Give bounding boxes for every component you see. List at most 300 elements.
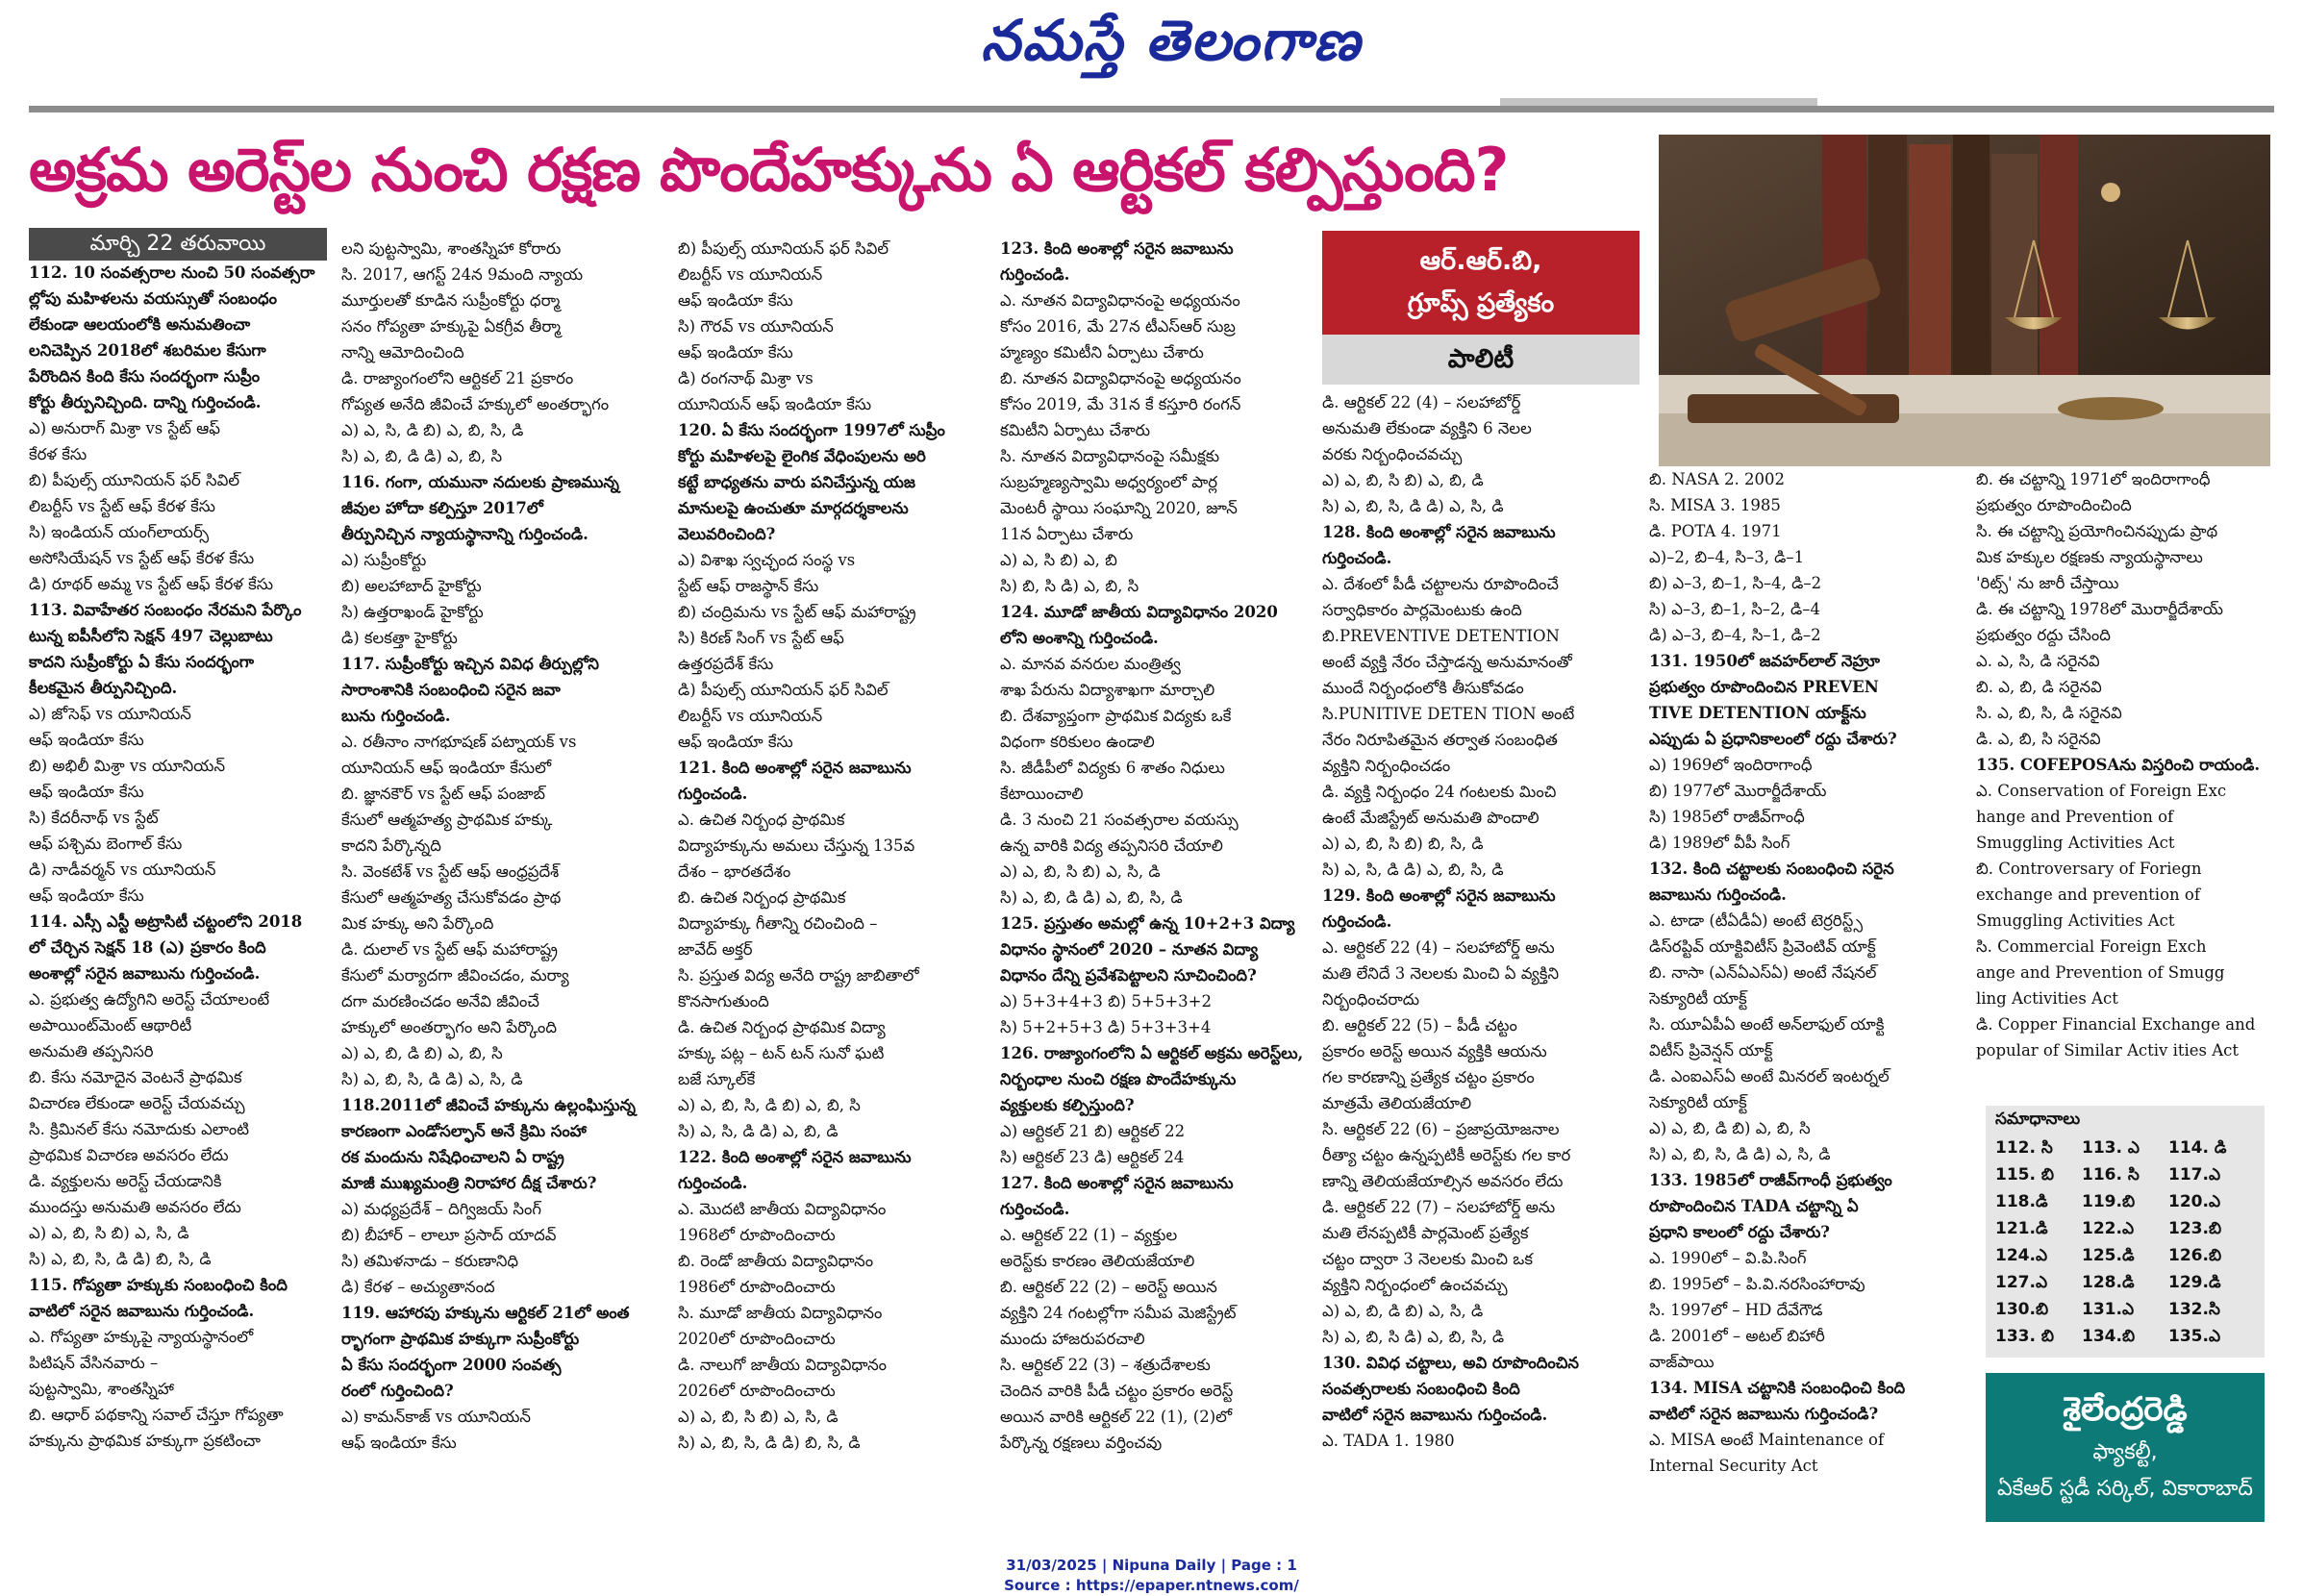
option-line: కమిటీని ఏర్పాటు చేశారు bbox=[1000, 421, 1151, 439]
question-line: గుర్తించండి. bbox=[1000, 265, 1070, 284]
answer-item: 132.సి bbox=[2168, 1300, 2220, 1319]
option-line: ఎ) 5+3+4+3 బి) 5+5+3+2 bbox=[1000, 992, 1212, 1010]
option-line: ఎ. ఉచిత నిర్బంధ ప్రాథమిక bbox=[678, 810, 845, 829]
question-line: 131. 1950లో జవహర్‌లాల్ నెహ్రూ bbox=[1649, 652, 1880, 670]
question-line: గుర్తించండి. bbox=[1000, 1200, 1070, 1218]
option-line: సి) బి, సి డి) ఎ, బి, సి bbox=[1000, 577, 1139, 595]
question-line: జీవుల హోదా కల్పిస్తూ 2017లో bbox=[341, 499, 543, 517]
masthead bbox=[0, 0, 2303, 115]
option-line: బి. ఆర్టికల్ 22 (5) – పీడీ చట్టం bbox=[1322, 1016, 1517, 1035]
option-line: ఎ) ఎ, బి, డి బి) ఎ, బి, సి bbox=[341, 1044, 503, 1062]
option-line: సి) ఆర్టికల్ 23 డి) ఆర్టికల్ 24 bbox=[1000, 1148, 1185, 1166]
option-line: డి) 1989లో వీపీ సింగ్ bbox=[1649, 834, 1790, 852]
author-role: ఫ్యాకల్టీ, bbox=[2092, 1440, 2158, 1464]
option-line: డి) నాడీవర్మన్ vs యూనియన్ bbox=[29, 860, 216, 879]
option-line: ప్రభుత్వం రూపొందించింది bbox=[1976, 496, 2132, 514]
question-line: నిర్బంధాల నుంచి రక్షణ పొందేహక్కును bbox=[1000, 1070, 1237, 1088]
question-line: ఎప్పుడు ఏ ప్రధానికాలంలో రద్దు చేశారు? bbox=[1649, 730, 1897, 748]
option-line: నేరం నిరూపితమైన తర్వాత సంబంధిత bbox=[1322, 731, 1558, 749]
question-line: 128. కింది అంశాల్లో సరైన జవాబును bbox=[1322, 523, 1556, 541]
option-line: బి. ఉచిత నిర్బంధ ప్రాథమిక bbox=[678, 888, 846, 907]
question-line: 126. రాజ్యాంగంలోని ఏ ఆర్టికల్ అక్రమ అరెస్ట్‌లు, bbox=[1000, 1044, 1304, 1062]
question-line: 117. సుప్రీంకోర్టు ఇచ్చిన వివిధ తీర్పుల్లోని bbox=[341, 655, 599, 673]
option-line: విచారణ లేకుండా అరెస్ట్ చేయవచ్చు bbox=[29, 1094, 245, 1112]
question-line: వాటిలో సరైన జవాబును గుర్తించండి? bbox=[1649, 1405, 1879, 1423]
option-line: ఆఫ్ పశ్చిమ బెంగాల్ కేసు bbox=[29, 835, 183, 853]
option-line: సి) 5+2+5+3 డి) 5+3+3+4 bbox=[1000, 1018, 1212, 1036]
option-line: డి. దులాల్ vs స్టేట్ ఆఫ్ మహారాష్ట్ర bbox=[341, 940, 558, 959]
option-line: సి) ఎ, బి, డి డి) ఎ, బి, సి bbox=[341, 447, 503, 465]
option-line: శాఖ పేరును విద్యాశాఖగా మార్చాలి bbox=[1000, 681, 1215, 699]
option-line: ఎ) ఎ, బి, డి బి) ఎ, సి, డి bbox=[1322, 1302, 1484, 1320]
option-line: సి. ఆర్టికల్ 22 (6) – ప్రజాప్రయోజనాల bbox=[1322, 1120, 1560, 1138]
option-line: సి. మూడో జాతీయ విద్యావిధానం bbox=[678, 1304, 883, 1322]
answer-item: 129.డి bbox=[2168, 1273, 2221, 1292]
option-line: ఎ) కామన్‌కాజ్ vs యూనియన్ bbox=[341, 1408, 532, 1426]
option-line: యూనియన్ ఆఫ్ ఇండియా కేసు bbox=[678, 395, 872, 413]
option-line: సుబ్రహ్మణ్యస్వామి అధ్వర్యంలో పార్ల bbox=[1000, 473, 1218, 491]
option-line: స్టేట్ ఆఫ్ రాజస్థాన్ కేసు bbox=[678, 577, 819, 595]
option-line: వ్యక్తిని నిర్బంధించడం bbox=[1322, 757, 1451, 775]
question-line: మాజీ ముఖ్యమంత్రి నిరాహార దీక్ష చేశారు? bbox=[341, 1174, 597, 1192]
option-line: అరెస్ట్‌కు కారణం తెలియజేయాలి bbox=[1000, 1252, 1195, 1270]
option-line: Smuggling Activities Act bbox=[1976, 834, 2175, 852]
option-line: ముందే నిర్బంధంలోకి తీసుకోవడం bbox=[1322, 679, 1524, 697]
option-line: ఎ. రతీనాం నాగభూషణ్ పట్నాయక్ vs bbox=[341, 733, 577, 751]
option-line: ఎ) సుప్రీంకోర్టు bbox=[341, 551, 427, 569]
answer-item: 126.బి bbox=[2168, 1246, 2222, 1265]
option-line: డి) కలకత్తా హైకోర్టు bbox=[341, 629, 458, 647]
option-line: లిబర్టీస్ vs యూనియన్ bbox=[678, 707, 823, 725]
option-line: బి.PREVENTIVE DETENTION bbox=[1322, 627, 1560, 645]
page-footer bbox=[0, 1556, 2303, 1596]
option-line: ఆఫ్ ఇండియా కేసు bbox=[678, 291, 793, 310]
option-line: ఎ. ఆర్టికల్ 22 (4) – సలహాబోర్డ్ అను bbox=[1322, 938, 1555, 957]
option-line: డి. 3 నుంచి 21 సంవత్సరాల వయస్సు bbox=[1000, 810, 1239, 829]
option-line: గల కారణాన్ని ప్రత్యేక చట్టం ప్రకారం bbox=[1322, 1068, 1535, 1086]
option-line: కేటాయించాలి bbox=[1000, 785, 1084, 803]
option-line: ప్రకారం అరెస్ట్ అయిన వ్యక్తికి ఆయను bbox=[1322, 1042, 1547, 1060]
answer-item: 135.ఎ bbox=[2168, 1327, 2221, 1346]
option-line: దేశం – భారతదేశం bbox=[678, 862, 791, 881]
question-line: కారణంగా ఎండోసల్ఫాన్ అనే క్రిమి సంహా bbox=[341, 1122, 587, 1140]
text-column-7 bbox=[1976, 466, 2274, 1063]
option-line: డి. 2001లో – అటల్ బిహారీ bbox=[1649, 1327, 1825, 1345]
option-line: హక్కును ప్రాథమిక హక్కుగా ప్రకటించా bbox=[29, 1432, 262, 1450]
option-line: విటీస్ ప్రివెన్షన్ యాక్ట్ bbox=[1649, 1041, 1773, 1060]
option-line: ఎ. ప్రభుత్వ ఉద్యోగిని అరెస్ట్ చేయాలంటే bbox=[29, 990, 270, 1009]
option-line: సి. MISA 3. 1985 bbox=[1649, 496, 1781, 514]
option-line: hange and Prevention of bbox=[1976, 808, 2174, 826]
gavel-scales-photo bbox=[1659, 135, 2270, 466]
option-line: ఆఫ్ ఇండియా కేసు bbox=[29, 886, 144, 905]
option-line: సి. నూతన విద్యావిధానంపై సమీక్షకు bbox=[1000, 447, 1220, 465]
option-line: సి) ఎ, బి, సి, డి డి) బి, సి, డి bbox=[29, 1250, 212, 1268]
question-line: సంవత్సరాలకు సంబంధించి కింది bbox=[1322, 1380, 1520, 1398]
question-line: లనిచెప్పిన 2018లో శబరిమల కేసుగా bbox=[29, 341, 266, 360]
option-line: డి) ఎ–3, బి–4, సి–1, డి–2 bbox=[1649, 626, 1821, 644]
option-line: కేసులో మర్యాదగా జీవించడం, మర్యా bbox=[341, 966, 569, 985]
option-line: ప్రాథమిక విచారణ అవసరం లేదు bbox=[29, 1146, 229, 1164]
option-line: వ్యక్తిని 24 గంటల్లోగా సమీప మెజిస్ట్రేట్ bbox=[1000, 1304, 1237, 1322]
answer-item: 134.బి bbox=[2082, 1327, 2136, 1346]
answer-item: 115. బి bbox=[1995, 1165, 2054, 1185]
option-line: ఎ) ఆర్టికల్ 21 బి) ఆర్టికల్ 22 bbox=[1000, 1122, 1186, 1140]
option-line: అసోసియేషన్ vs స్టేట్ ఆఫ్ కేరళ కేసు bbox=[29, 549, 255, 567]
question-line: లో చేర్చిన సెక్షన్ 18 (ఎ) ప్రకారం కింది bbox=[29, 938, 266, 957]
question-line: ప్రధాని కాలంలో రద్దు చేశారు? bbox=[1649, 1223, 1830, 1241]
option-line: కొనసాగుతుంది bbox=[678, 992, 769, 1010]
option-line: ఎ) ఎ, బి, సి బి) ఎ, సి, డి bbox=[1000, 862, 1161, 881]
option-line: ling Activities Act bbox=[1976, 989, 2118, 1008]
option-line: లని పుట్టస్వామి, శాంతస్నిహా కోరారు bbox=[341, 239, 562, 258]
subject-label: పాలిటీ bbox=[1322, 335, 1640, 385]
option-line: ఎ) మధ్యప్రదేశ్ – దిగ్విజయ్ సింగ్ bbox=[341, 1200, 541, 1218]
option-line: డి. వ్యక్తులను అరెస్ట్ చేయడానికి bbox=[29, 1172, 222, 1190]
option-line: అయిన వారికి ఆర్టికల్ 22 (1), (2)లో bbox=[1000, 1408, 1233, 1426]
option-line: డి) రంగనాథ్ మిశ్రా vs bbox=[678, 369, 814, 387]
option-line: మతి లేనిదే 3 నెలలకు మించి ఏ వ్యక్తిని bbox=[1322, 964, 1560, 983]
option-line: సి. క్రిమినల్ కేసు నమోదుకు ఎలాంటి bbox=[29, 1120, 250, 1138]
option-line: డి. ఎంఐఎస్ఏ అంటే మినరల్ ఇంటర్నల్ bbox=[1649, 1067, 1890, 1085]
option-line: అంటే వ్యక్తి నేరం చేస్తాడన్న అనుమానంతో bbox=[1322, 653, 1572, 671]
question-line: పేరొందిన కింది కేసు సందర్భంగా సుప్రీం bbox=[29, 367, 261, 386]
option-line: ఎ. Conservation of Foreign Exc bbox=[1976, 782, 2227, 800]
question-line: 123. కింది అంశాల్లో సరైన జవాబును bbox=[1000, 239, 1234, 258]
rrb-groups-banner bbox=[1322, 231, 1640, 335]
option-line: సి) ఎ, బి, డి డి) ఎ, బి, సి, డి bbox=[1000, 888, 1183, 907]
question-line: జవాబును గుర్తించండి. bbox=[1649, 885, 1787, 904]
text-column-6 bbox=[1649, 466, 1966, 1479]
option-line: బి) పీపుల్స్ యూనియన్ ఫర్ సివిల్ bbox=[678, 239, 889, 258]
answer-item: 119.బి bbox=[2082, 1192, 2136, 1211]
question-line: వ్యక్తులకు కల్పిస్తుంది? bbox=[1000, 1096, 1135, 1114]
option-line: డిస్‌రప్టివ్ యాక్టివిటీస్ ప్రివెంటివ్ యాక్ట్ bbox=[1649, 937, 1876, 956]
option-line: ఎ. మొదటి జాతీయ విద్యావిధానం bbox=[678, 1200, 887, 1218]
option-line: డి. వ్యక్తి నిర్బంధం 24 గంటలకు మించి bbox=[1322, 783, 1557, 801]
question-line: వాటిలో సరైన జవాబును గుర్తించండి. bbox=[1322, 1406, 1548, 1424]
option-line: మూర్తులతో కూడిన సుప్రీంకోర్టు ధర్మా bbox=[341, 291, 561, 310]
newspaper-logo: నమస్తే తెలంగాణ bbox=[981, 8, 1362, 73]
option-line: ఎ) ఎ, బి, సి బి) ఎ, బి, డి bbox=[1322, 471, 1484, 489]
option-line: సి. ప్రస్తుత విద్య అనేది రాష్ట్ర జాబితాలో bbox=[678, 966, 919, 985]
question-line: మానులపై ఉంచుతూ మార్గదర్శకాలను bbox=[678, 499, 909, 517]
option-line: ఎ. MISA అంటే Maintenance of bbox=[1649, 1431, 1885, 1449]
footer-date-line: 31/03/2025 | Nipuna Daily | Page : 1 bbox=[1006, 1557, 1297, 1574]
option-line: కాదని పేర్కొన్నది bbox=[341, 836, 441, 855]
question-line: బును గుర్తించండి. bbox=[341, 707, 451, 725]
option-line: బి) అలహాబాద్ హైకోర్టు bbox=[341, 577, 482, 595]
question-line: విధానం స్థానంలో 2020 – నూతన విద్యా bbox=[1000, 940, 1259, 959]
question-line: సారాంశానికి సంబంధించి సరైన జవా bbox=[341, 681, 561, 699]
option-line: సి) ఎ, బి, సి, డి డి) ఎ, సి, డి bbox=[341, 1070, 523, 1088]
answer-item: 127.ఎ bbox=[1995, 1273, 2048, 1292]
option-line: ఆఫ్ ఇండియా కేసు bbox=[29, 731, 144, 749]
option-line: అనుమతి లేకుండా వ్యక్తిని 6 నెలల bbox=[1322, 419, 1532, 437]
option-line: ఎ) ఎ, బి, డి బి) ఎ, బి, సి bbox=[1649, 1119, 1811, 1137]
option-line: కేరళ కేసు bbox=[29, 445, 88, 463]
option-line: డి) కేరళ – అచ్యుతానంద bbox=[341, 1278, 495, 1296]
answer-item: 131.ఎ bbox=[2082, 1300, 2135, 1319]
option-line: బి. ఆర్టికల్ 22 (2) – అరెస్ట్ అయిన bbox=[1000, 1278, 1217, 1296]
answer-item: 118.డి bbox=[1995, 1192, 2048, 1211]
option-line: ముందు హాజరుపరచాలి bbox=[1000, 1330, 1145, 1348]
question-line: లోని అంశాన్ని గుర్తించండి. bbox=[1000, 629, 1159, 647]
option-line: సి) ఎ–3, బి–1, సి–2, డి–4 bbox=[1649, 600, 1820, 618]
option-line: బి. ఈ చట్టాన్ని 1971లో ఇందిరాగాంధీ bbox=[1976, 470, 2211, 488]
answer-item: 130.బి bbox=[1995, 1300, 2049, 1319]
question-line: 112. 10 సంవత్సరాల నుంచి 50 సంవత్సరా bbox=[29, 263, 315, 282]
option-line: విధంగా కరికులం ఉండాలి bbox=[1000, 733, 1155, 751]
option-line: సెక్యూరిటీ యాక్ట్ bbox=[1649, 989, 1747, 1008]
option-line: సనం గోప్యతా హక్కుపై ఏకగ్రీవ తీర్మా bbox=[341, 317, 561, 336]
question-line: 124. మూడో జాతీయ విద్యావిధానం 2020 bbox=[1000, 603, 1278, 621]
option-line: ఉన్న వారికి విద్య తప్పనిసరి చేయాలి bbox=[1000, 836, 1223, 855]
option-line: దగా మరణించడం అనేవి జీవించే bbox=[341, 992, 539, 1010]
answer-item: 116. సి bbox=[2082, 1165, 2140, 1185]
option-line: సి. 2017, ఆగస్ట్ 24న 9మంది న్యాయ bbox=[341, 265, 584, 284]
answer-item: 133. బి bbox=[1995, 1327, 2054, 1346]
option-line: exchange and prevention of bbox=[1976, 885, 2200, 904]
option-line: సి) గౌరవ్ vs యూనియన్ bbox=[678, 317, 834, 336]
question-line: TIVE DETENTION యాక్ట్‌ను bbox=[1649, 704, 1866, 722]
option-line: రీత్యా చట్టం ఉన్నప్పటికీ అరెస్ట్‌కు గల కార bbox=[1322, 1146, 1571, 1164]
option-line: ణాన్ని తెలియజేయాల్సిన అవసరం లేదు bbox=[1322, 1172, 1564, 1190]
text-column-5 bbox=[1322, 389, 1640, 1454]
option-line: డి) రూథర్ అమ్మ vs స్టేట్ ఆఫ్ కేరళ కేసు bbox=[29, 575, 274, 593]
option-line: సి) ఎ, బి, సి, డి డి) ఎ, సి, డి bbox=[1649, 1145, 1831, 1163]
option-line: ఆఫ్ ఇండియా కేసు bbox=[341, 1434, 457, 1452]
option-line: బి) చంద్రిమను vs స్టేట్ ఆఫ్ మహారాష్ట్ర bbox=[678, 603, 916, 621]
option-line: సి) ఎ, బి, సి డి) ఎ, బి, సి, డి bbox=[1322, 1328, 1505, 1346]
option-line: ఎ. దేశంలో పీడీ చట్టాలను రూపొందించే bbox=[1322, 575, 1559, 593]
option-line: సి. ఈ చట్టాన్ని ప్రయోగించినప్పుడు ప్రాథ bbox=[1976, 522, 2218, 540]
question-line: కట్టే బాధ్యతను వారు పనిచేస్తున్న యజ bbox=[678, 473, 915, 491]
option-line: పుట్టస్వామి, శాంతస్నిహా bbox=[29, 1380, 174, 1398]
author-box bbox=[1986, 1373, 2265, 1522]
option-line: బి. Controversary of Foriegn bbox=[1976, 860, 2202, 878]
answer-item: 117.ఎ bbox=[2168, 1165, 2221, 1185]
question-line: 121. కింది అంశాల్లో సరైన జవాబును bbox=[678, 759, 912, 777]
option-line: సి) తమిళనాడు – కరుణానిధి bbox=[341, 1252, 519, 1270]
option-line: బి) 1977లో మొరార్జీదేశాయ్ bbox=[1649, 782, 1827, 800]
option-line: బి. కేసు నమోదైన వెంటనే ప్రాథమిక bbox=[29, 1068, 242, 1086]
article-headline: అక్రమ అరెస్ట్‌ల నుంచి రక్షణ పొందేహక్కును ఏ ఆర్టికల్ కల్పిస్తుంది? bbox=[29, 135, 1509, 205]
rrb-banner-line-1: ఆర్.ఆర్.బి, bbox=[1419, 246, 1542, 276]
option-line: మిక హక్కు అని పేర్కొంది bbox=[341, 914, 494, 933]
option-line: బి. నూతన విద్యావిధానంపై అధ్యయనం bbox=[1000, 369, 1241, 387]
text-column-2 bbox=[341, 236, 659, 1456]
answers-grid bbox=[1995, 1138, 2255, 1350]
option-line: ఎ. ఆర్టికల్ 22 (1) – వ్యక్తుల bbox=[1000, 1226, 1178, 1244]
answer-item: 128.డి bbox=[2082, 1273, 2135, 1292]
option-line: 1986లో రూపొందించారు bbox=[678, 1278, 836, 1296]
question-line: 116. గంగా, యమునా నదులకు ప్రాణమున్న bbox=[341, 473, 619, 491]
option-line: బి. దేశవ్యాప్తంగా ప్రాథమిక విద్యకు ఒకే bbox=[1000, 707, 1232, 725]
option-line: ఎ) ఎ, సి, డి బి) ఎ, బి, సి, డి bbox=[341, 421, 524, 439]
option-line: సి. ఆర్టికల్ 22 (3) – శత్రుదేశాలకు bbox=[1000, 1356, 1211, 1374]
option-line: డి. రాజ్యాంగంలోని ఆర్టికల్ 21 ప్రకారం bbox=[341, 369, 574, 387]
question-line: 115. గోప్యతా హక్కుకు సంబంధించి కింది bbox=[29, 1276, 288, 1294]
question-line: గుర్తించండి. bbox=[1322, 549, 1392, 567]
option-line: ఆఫ్ ఇండియా కేసు bbox=[678, 733, 793, 751]
question-line: అంశాల్లో సరైన జవాబును గుర్తించండి. bbox=[29, 964, 261, 983]
option-line: ఎ) అనురాగ్ మిశ్రా vs స్టేట్ ఆఫ్ bbox=[29, 419, 220, 437]
answers-box bbox=[1986, 1106, 2265, 1358]
option-line: సి) ఎ, సి, డి డి) ఎ, బి, సి, డి bbox=[1322, 860, 1504, 879]
question-line: 130. వివిధ చట్టాలు, అవి రూపొందించిన bbox=[1322, 1354, 1579, 1372]
option-line: ఎ) 1969లో ఇందిరాగాంధీ bbox=[1649, 756, 1813, 774]
text-column-4 bbox=[1000, 236, 1317, 1456]
option-line: Internal Security Act bbox=[1649, 1457, 1818, 1475]
option-line: పేర్కొన్న రక్షణలు వర్తించవు bbox=[1000, 1434, 1163, 1452]
option-line: విద్యాహక్కు గీతాన్ని రచించింది – bbox=[678, 914, 878, 933]
option-line: బి. జ్ఞానకౌర్ vs స్టేట్ ఆఫ్ పంజాబ్ bbox=[341, 785, 545, 803]
option-line: ఎ) ఎ, బి, సి బి) ఎ, సి, డి bbox=[29, 1224, 189, 1242]
rrb-banner-line-2: గ్రూప్స్ ప్రత్యేకం bbox=[1407, 288, 1555, 318]
option-line: మెంటరీ స్థాయి సంఘాన్ని 2020, జూన్ bbox=[1000, 499, 1238, 517]
option-line: ఎ. నూతన విద్యావిధానంపై అధ్యయనం bbox=[1000, 291, 1240, 310]
option-line: డి. Copper Financial Exchange and bbox=[1976, 1015, 2256, 1034]
option-line: ఎ) జోసెఫ్ vs యూనియన్ bbox=[29, 705, 191, 723]
option-line: 1968లో రూపొందించారు bbox=[678, 1226, 836, 1244]
answer-item: 125.డి bbox=[2082, 1246, 2135, 1265]
option-line: డి. POTA 4. 1971 bbox=[1649, 522, 1782, 540]
question-line: 133. 1985లో రాజీవ్‌గాంధీ ప్రభుత్వం bbox=[1649, 1171, 1892, 1189]
answer-item: 122.ఎ bbox=[2082, 1219, 2135, 1238]
answer-item: 124.ఎ bbox=[1995, 1246, 2048, 1265]
option-line: కేసులో ఆత్మహత్య చేసుకోవడం ప్రాథ bbox=[341, 888, 562, 907]
question-line: లేకుండా ఆలయంలోకి అనుమతించా bbox=[29, 315, 251, 334]
option-line: యూనియన్ ఆఫ్ ఇండియా కేసులో bbox=[341, 759, 552, 777]
option-line: సి) ఎ, సి, డి డి) ఎ, బి, డి bbox=[678, 1122, 839, 1140]
option-line: ange and Prevention of Smugg bbox=[1976, 963, 2225, 982]
option-line: popular of Similar Activ ities Act bbox=[1976, 1041, 2240, 1060]
option-line: సి) ఉత్తరాఖండ్ హైకోర్టు bbox=[341, 603, 484, 621]
option-line: సి) ఎ, బి, సి, డి డి) బి, సి, డి bbox=[678, 1434, 861, 1452]
option-line: బి. ఎ, బి, డి సరైనవి bbox=[1976, 678, 2102, 696]
option-line: సి) ఎ, బి, సి, డి డి) ఎ, సి, డి bbox=[1322, 497, 1504, 515]
option-line: ఉత్తరప్రదేశ్ కేసు bbox=[678, 655, 774, 673]
option-line: డి. ఆర్టికల్ 22 (7) – సలహాబోర్డ్ అను bbox=[1322, 1198, 1556, 1216]
footer-source-line: Source : https://epaper.ntnews.com/ bbox=[1004, 1577, 1299, 1594]
question-line: 122. కింది అంశాల్లో సరైన జవాబును bbox=[678, 1148, 912, 1166]
option-line: కేసులో ఆత్మహత్య ప్రాథమిక హక్కు bbox=[341, 810, 553, 829]
option-line: సి. 1997లో – HD దేవేగౌడ bbox=[1649, 1301, 1823, 1319]
option-line: ఎ) ఎ, బి, సి, డి బి) ఎ, బి, సి bbox=[678, 1096, 861, 1114]
question-line: వాటిలో సరైన జవాబును గుర్తించండి. bbox=[29, 1302, 255, 1320]
question-line: 113. వివాహేతర సంబంధం నేరమని పేర్కొం bbox=[29, 601, 302, 619]
option-line: బి. రెండో జాతీయ విద్యావిధానం bbox=[678, 1252, 874, 1270]
question-line: రూపొందించిన TADA చట్టాన్ని ఏ bbox=[1649, 1197, 1859, 1215]
option-line: సి. ఎ, బి, సి, డి సరైనవి bbox=[1976, 704, 2122, 722]
option-line: సి) ఇండియన్ యంగ్‌లాయర్స్ bbox=[29, 523, 210, 541]
question-line: 114. ఎస్సీ ఎస్టీ అట్రాసిటీ చట్టంలోని 2018 bbox=[29, 912, 303, 931]
question-line: రంలో గుర్తించింది? bbox=[341, 1382, 454, 1400]
option-line: బి) అభిలీ మిశ్రా vs యూనియన్ bbox=[29, 757, 226, 775]
option-line: ఎ) విశాఖ స్వచ్ఛంద సంస్థ vs bbox=[678, 551, 856, 569]
option-line: అపాయింట్‌మెంట్ ఆథారిటీ bbox=[29, 1016, 192, 1035]
option-line: మతి లేనప్పటికీ పార్లమెంట్ ప్రత్యేక bbox=[1322, 1224, 1529, 1242]
option-line: ఆఫ్ ఇండియా కేసు bbox=[678, 343, 793, 362]
question-line: గుర్తించండి. bbox=[678, 1174, 748, 1192]
option-line: ఆఫ్ ఇండియా కేసు bbox=[29, 783, 144, 801]
question-line: ఏ కేసు సందర్భంగా 2000 సంవత్స bbox=[341, 1356, 562, 1374]
text-column-1 bbox=[29, 260, 337, 1454]
option-line: ఎ) ఎ, సి బి) ఎ, బి bbox=[1000, 551, 1117, 569]
text-column-3 bbox=[678, 236, 995, 1456]
option-line: కోసం 2016, మే 27న టీఎస్ఆర్ సుబ్ర bbox=[1000, 317, 1236, 336]
question-line: కోర్టు మహిళలపై లైంగిక వేధింపులను అరి bbox=[678, 447, 926, 465]
option-line: సి. వెంకటేశ్ vs స్టేట్ ఆఫ్ ఆంధ్రప్రదేశ్ bbox=[341, 862, 560, 881]
option-line: సర్వాధికారం పార్లమెంటుకు ఉంది bbox=[1322, 601, 1522, 619]
question-line: విధానం దేన్ని ప్రవేశపెట్టాలని సూచించింది? bbox=[1000, 966, 1257, 985]
answer-item: 114. డి bbox=[2168, 1138, 2227, 1158]
question-line: 129. కింది అంశాల్లో సరైన జవాబును bbox=[1322, 886, 1556, 905]
question-line: 118.2011లో జీవించే హక్కును ఉల్లంఘిస్తున్న bbox=[341, 1096, 636, 1114]
masthead-divider bbox=[29, 106, 2274, 112]
option-line: చెందిన వారికి పీడీ చట్టం ప్రకారం అరెస్ట్ bbox=[1000, 1382, 1234, 1400]
option-line: ఎ)–2, బి–4, సి–3, డి–1 bbox=[1649, 548, 1805, 566]
question-line: కీలకమైన తీర్పునిచ్చింది. bbox=[29, 679, 178, 697]
option-line: నిర్బంధించరాదు bbox=[1322, 990, 1420, 1009]
option-line: బజే స్కూల్‌కే bbox=[678, 1070, 756, 1088]
option-line: పిటిషన్ వేసినవారు – bbox=[29, 1354, 159, 1372]
option-line: Smuggling Activities Act bbox=[1976, 911, 2175, 930]
option-line: వరకు నిర్బంధించవచ్చు bbox=[1322, 445, 1463, 463]
option-line: సి) కిరణ్ సింగ్ vs స్టేట్ ఆఫ్ bbox=[678, 629, 844, 647]
option-line: ఎ. TADA 1. 1980 bbox=[1322, 1432, 1455, 1450]
option-line: ఎ) ఎ, బి, సి బి) బి, సి, డి bbox=[1322, 835, 1484, 853]
option-line: డి. ఈ చట్టాన్ని 1978లో మొరార్జీదేశాయ్ bbox=[1976, 600, 2223, 618]
question-line: వెలువరించింది? bbox=[678, 525, 776, 543]
option-line: డి) పీపుల్స్ యూనియన్ ఫర్ సివిల్ bbox=[678, 681, 889, 699]
option-line: లిబర్టీస్ vs స్టేట్ ఆఫ్ కేరళ కేసు bbox=[29, 497, 216, 515]
option-line: డి. ఎ, బి, సి సరైనవి bbox=[1976, 730, 2101, 748]
question-line: టున్న ఐపీసీలోని సెక్షన్ 497 చెల్లుబాటు bbox=[29, 627, 273, 645]
question-line: ప్రభుత్వం రూపొందించిన PREVEN bbox=[1649, 678, 1879, 696]
option-line: వాజ్‌పాయి bbox=[1649, 1353, 1715, 1371]
option-line: 2020లో రూపొందించారు bbox=[678, 1330, 836, 1348]
option-line: సి.PUNITIVE DETEN TION అంటే bbox=[1322, 705, 1575, 723]
answer-item: 121.డి bbox=[1995, 1219, 2048, 1238]
option-line: 2026లో రూపొందించారు bbox=[678, 1382, 836, 1400]
answer-item: 120.ఎ bbox=[2168, 1192, 2221, 1211]
option-line: సెక్యూరిటీ యాక్ట్ bbox=[1649, 1093, 1747, 1111]
option-line: అనుమతి తప్పనిసరి bbox=[29, 1042, 154, 1060]
option-line: హక్కులో అంతర్భాగం అని పేర్కొంది bbox=[341, 1018, 558, 1036]
question-line: రక మందును నిషేధించాలని ఏ రాష్ట్ర bbox=[341, 1148, 564, 1166]
option-line: బి) ఎ–3, బి–1, సి–4, డి–2 bbox=[1649, 574, 1822, 592]
gavel-scales-illustration bbox=[1659, 135, 2270, 466]
option-line: గోప్యత అనేది జీవించే హక్కులో అంతర్భాగం bbox=[341, 395, 610, 413]
option-line: సి. Commercial Foreign Exch bbox=[1976, 937, 2207, 956]
option-line: లిబర్టీస్ vs యూనియన్ bbox=[678, 265, 823, 284]
option-line: ఎ. ఎ, సి, డి సరైనవి bbox=[1976, 652, 2100, 670]
question-line: కోర్టు తీర్పునిచ్చింది. దాన్ని గుర్తించండి. bbox=[29, 393, 262, 411]
option-line: డి. నాలుగో జాతీయ విద్యావిధానం bbox=[678, 1356, 888, 1374]
question-line: గుర్తించండి. bbox=[678, 785, 748, 803]
option-line: బి. ఆధార్ పథకాన్ని సవాల్ చేస్తూ గోప్యతా bbox=[29, 1406, 284, 1424]
option-line: చట్టం ద్వారా 3 నెలలకు మించి ఒక bbox=[1322, 1250, 1533, 1268]
option-line: ఎ) ఎ, బి, సి బి) ఎ, సి, డి bbox=[678, 1408, 839, 1426]
option-line: బి) పీపుల్స్ యూనియన్ ఫర్ సివిల్ bbox=[29, 471, 240, 489]
option-line: హ్మణ్యం కమిటీని ఏర్పాటు చేశారు bbox=[1000, 343, 1204, 362]
question-line: 132. కింది చట్టాలకు సంబంధించి సరైన bbox=[1649, 860, 1894, 878]
question-line: 135. COFEPOSAను విస్తరించి రాయండి. bbox=[1976, 756, 2261, 774]
answer-item: 113. ఎ bbox=[2082, 1138, 2140, 1158]
option-line: ఎ. టాడా (టీఏడీఏ) అంటే టెర్రరిస్ట్స్ bbox=[1649, 911, 1864, 930]
